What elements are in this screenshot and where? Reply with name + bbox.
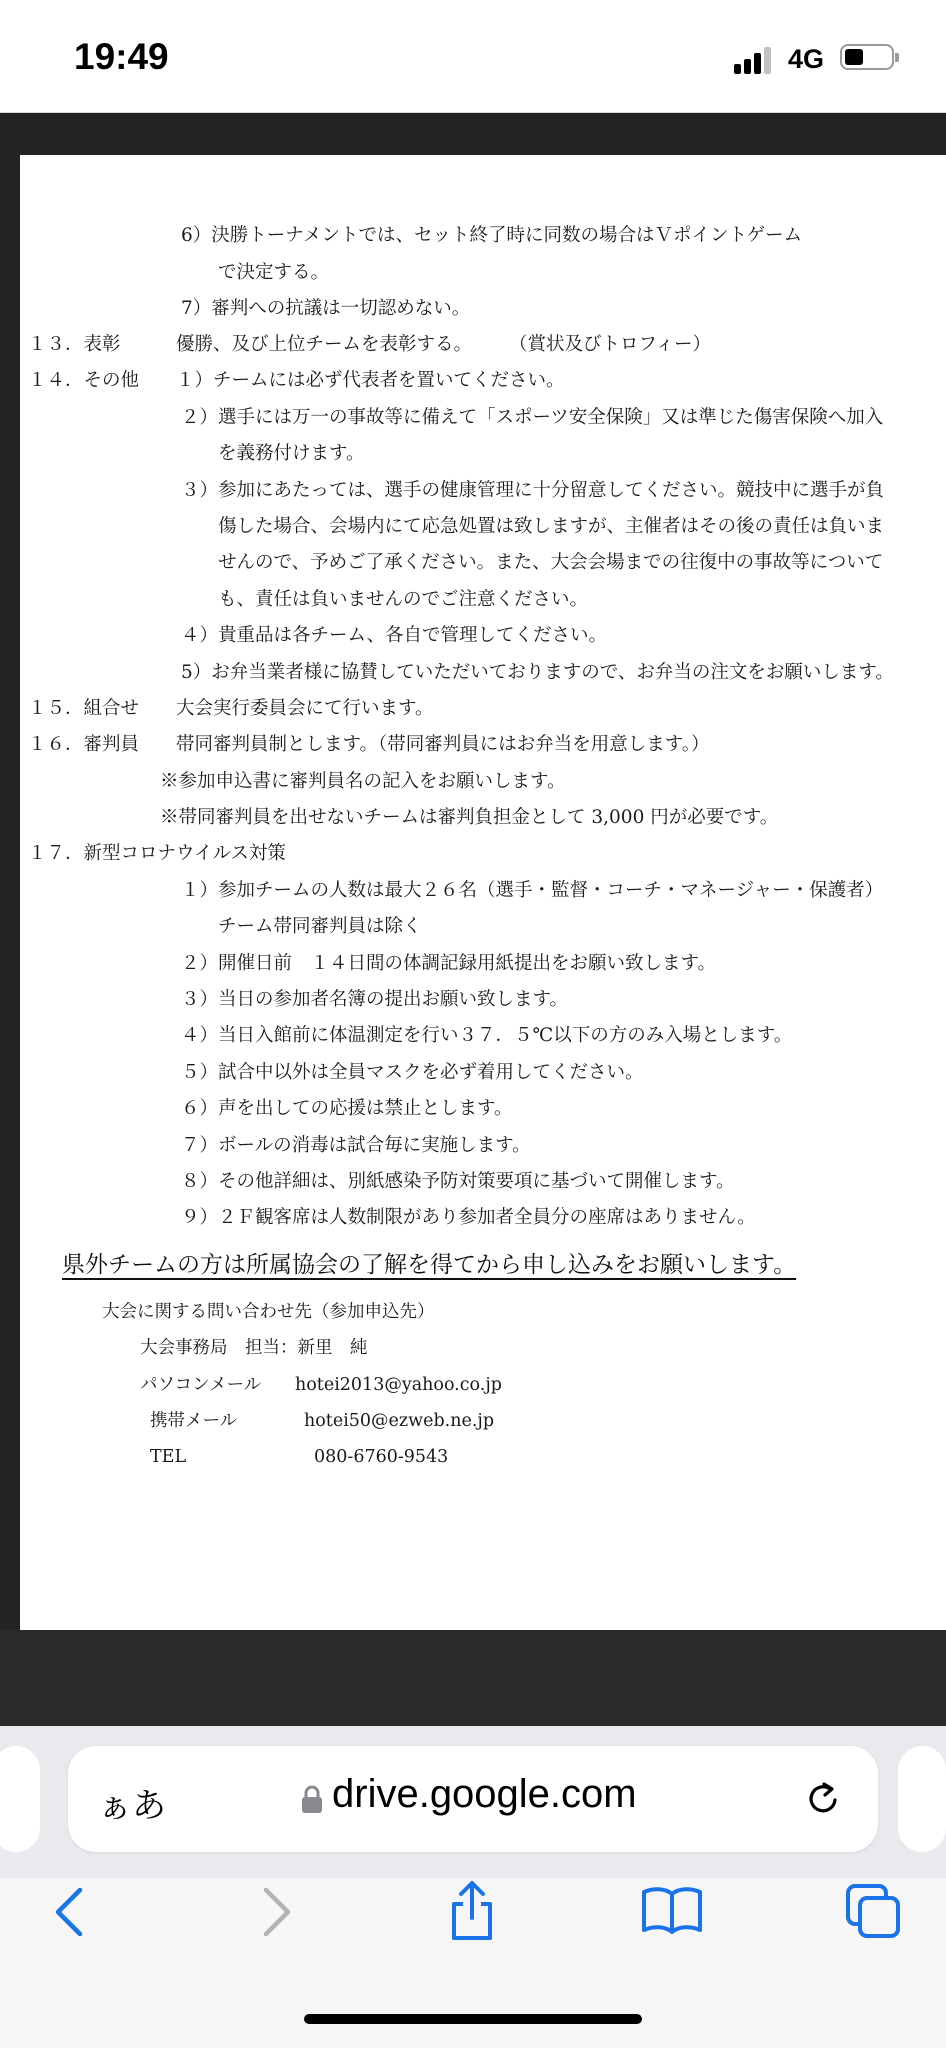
doc-line: ７）ボールの消毒は試合毎に実施します。	[181, 1135, 531, 1156]
doc-line: １６．審判員 帯同審判員制とします。（帯同審判員にはお弁当を用意します。）	[28, 734, 710, 755]
doc-line: ※帯同審判員を出せないチームは審判負担金として 3,000 円が必要です。	[160, 807, 779, 828]
out-of-prefecture-notice: 県外チームの方は所属協会の了解を得てから申し込みをお願いします。	[62, 1252, 797, 1278]
battery-icon	[840, 44, 894, 70]
mobile-mail-label: 携帯メール	[150, 1411, 238, 1431]
doc-line: を義務付けます。	[218, 443, 365, 464]
tel-number[interactable]: 080-6760-9543	[314, 1447, 449, 1467]
doc-line: １５．組合せ 大会実行委員会にて行います。	[28, 698, 434, 719]
doc-line: ２）開催日前 １４日間の体調記録用紙提出をお願い致します。	[181, 953, 717, 974]
doc-line: ６）声を出しての応援は禁止とします。	[181, 1098, 513, 1119]
doc-line: 傷した場合、会場内にて応急処置は致しますが、主催者はその後の責任は負いま	[218, 516, 885, 537]
doc-line: ３）参加にあたっては、選手の健康管理に十分留意してください。競技中に選手が負	[181, 480, 885, 501]
forward-icon[interactable]	[258, 1886, 294, 1938]
share-icon[interactable]	[446, 1878, 498, 1942]
viewer-top-band	[0, 113, 946, 155]
doc-line: で決定する。	[218, 262, 330, 283]
status-bar	[0, 0, 946, 113]
viewer-left-band	[0, 113, 20, 1630]
url-text[interactable]: drive.google.com	[332, 1772, 637, 1816]
text-size-button[interactable]: ぁあ	[98, 1786, 166, 1826]
status-time: 19:49	[74, 36, 169, 77]
doc-line: 6）決勝トーナメントでは、セット終了時に同数の場合はＶポイントゲーム	[181, 225, 803, 246]
doc-line: １４．その他 １）チームには必ず代表者を置いてください。	[28, 370, 565, 391]
tabs-icon[interactable]	[844, 1882, 902, 1940]
pc-mail-label: パソコンメール	[140, 1375, 262, 1395]
mobile-mail-address[interactable]: hotei50@ezweb.ne.jp	[304, 1411, 495, 1431]
address-bar[interactable]	[68, 1746, 878, 1852]
document-page[interactable]	[20, 155, 946, 1630]
doc-line: ３）当日の参加者名簿の提出お願い致します。	[181, 989, 569, 1010]
previous-tab-peek[interactable]	[0, 1746, 40, 1852]
next-tab-peek[interactable]	[898, 1746, 946, 1852]
signal-icon	[734, 46, 774, 74]
doc-line: も、責任は負いませんのでご注意ください。	[218, 589, 589, 610]
doc-line: ８）その他詳細は、別紙感染予防対策要項に基づいて開催します。	[181, 1171, 735, 1192]
doc-line: ２）選手には万一の事故等に備えて「スポーツ安全保険」又は準じた傷害保険へ加入	[181, 407, 884, 428]
doc-line: ４）貴重品は各チーム、各自で管理してください。	[181, 625, 608, 646]
contact-heading: 大会に関する問い合わせ先（参加申込先）	[102, 1302, 435, 1322]
network-type: 4G	[788, 44, 825, 74]
doc-line: チーム帯同審判員は除く	[218, 916, 422, 937]
contact-office: 大会事務局 担当：新里 純	[140, 1338, 368, 1358]
doc-line: １７．新型コロナウイルス対策	[28, 843, 286, 864]
doc-line: ９）２Ｆ観客席は人数制限があり参加者全員分の座席はありません。	[181, 1207, 756, 1228]
lock-icon	[301, 1784, 323, 1814]
doc-line: ４）当日入館前に体温測定を行い３７．５℃以下の方のみ入場とします。	[181, 1025, 793, 1046]
doc-line: １３．表彰 優勝、及び上位チームを表彰する。 （賞状及びトロフィー）	[28, 334, 712, 355]
tel-label: TEL	[150, 1447, 187, 1467]
doc-line: １）参加チームの人数は最大２６名（選手・監督・コーチ・マネージャー・保護者）	[181, 880, 884, 901]
pc-mail-address[interactable]: hotei2013@yahoo.co.jp	[295, 1375, 502, 1395]
doc-line: 7）審判への抗議は一切認めない。	[181, 298, 471, 319]
home-indicator[interactable]	[304, 2014, 642, 2024]
reload-icon[interactable]	[802, 1776, 846, 1820]
doc-line: 5）お弁当業者様に協賛していただいておりますので、お弁当の注文をお願いします。	[181, 662, 894, 683]
back-icon[interactable]	[52, 1886, 88, 1938]
doc-line: ※参加申込書に審判員名の記入をお願いします。	[160, 771, 566, 792]
doc-line: せんので、予めご了承ください。また、大会会場までの往復中の事故等について	[218, 552, 884, 573]
doc-line: ５）試合中以外は全員マスクを必ず着用してください。	[181, 1062, 644, 1083]
bookmarks-icon[interactable]	[640, 1884, 704, 1936]
